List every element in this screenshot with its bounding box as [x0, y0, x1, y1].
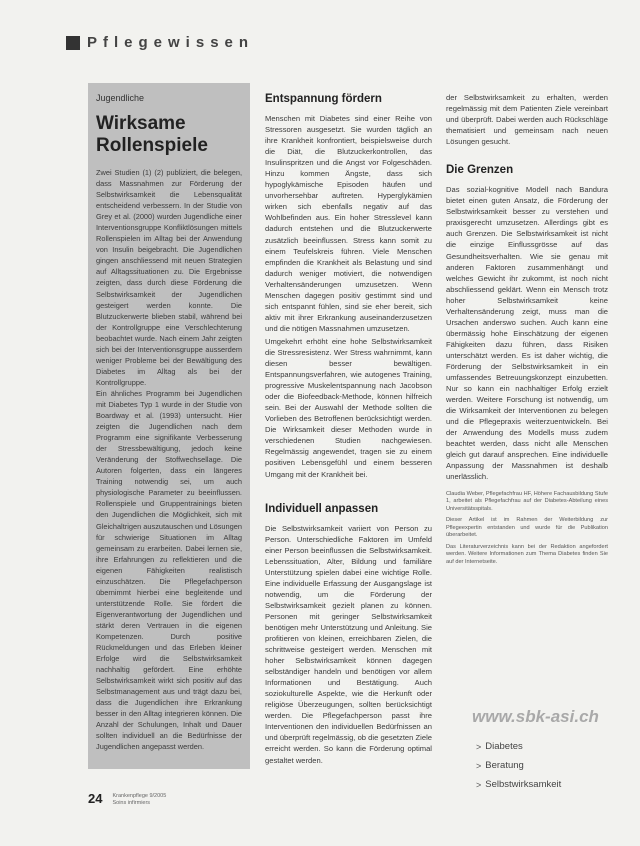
author-note: Das Literaturverzeichnis kann bei der Redaktion angefordert werden. Weitere Informationen zum Thema Diabetes finden Sie auf der Internetseite. — [446, 543, 608, 565]
section-title: Pflegewissen — [87, 34, 255, 51]
page-header — [66, 34, 254, 51]
website-link[interactable]: www.sbk-asi.ch — [472, 707, 599, 726]
body-paragraph: Menschen mit Diabetes sind einer Reihe von Stressoren ausgesetzt. Sie wurden täglich an ihre Krankheit konfrontiert, beispielsweise durch die Diät, die Blutzuckerkontrollen, das Insulinspritzen und die Angst vor Folgeschäden. Hinzu kommen Ängste, dass sich hypoglykämische Episoden häufen und unvorhersehbar auftreten. Hyperglykämien wirken sich ebenfalls negativ auf das Wohlbefinden aus. Ein hoher Stresslevel kann dadurch entstehen und die Blutzuckerwerte zusätzlich beeinflussen. Stress kann somit zu einem Teufelskreis führen. Viele Menschen empfinden die Krankheit als Belastung und sind dadurch weniger motiviert, die notwendigen Verhaltensänderungen umzusetzen. Wenn Menschen dagegen positiv gestimmt sind und sich entspannt fühlen, sind sie eher bereit, sich aktiv mit ihrer Erkrankung auseinanderzusetzen und die nötigen Massnahmen umzusetzen. — [265, 114, 432, 333]
arrow-right-icon: > — [476, 741, 482, 752]
footer-publication: Krankenpflege 9/2005 Soins infirmiers — [112, 793, 167, 806]
topic-link-label: Beratung — [485, 760, 524, 771]
heading-grenzen: Die Grenzen — [446, 164, 514, 177]
heading-entspannung: Entspannung fördern — [265, 93, 382, 105]
sidebar-body — [96, 167, 242, 752]
column-middle — [265, 92, 432, 772]
arrow-right-icon: > — [476, 760, 482, 771]
body-paragraph: Die Selbstwirksamkeit variiert von Person zu Person. Unterschiedliche Faktoren im Umfeld einer Person beeinflussen die Selbstwirksamkeit. Lebenssituation, Alter, Bildung und familiäre Unterstützung spielen dabei eine wichtige Rolle. Eine individuelle Erfassung der Ausgangslage ist notwendig, um die Förderung der Selbstwirksamkeit gezielt planen zu können. Personen mit geringer Selbstwirksamkeit benötigen mehr Unterstützung und Anleitung. Sie profitieren von kleinen, erreichbaren Zielen, die schrittweise gesteigert werden. Menschen mit hoher Selbstwirksamkeit können dagegen selbständiger handeln und benötigen vor allem Informationen und Bestätigung. Auch soziokulturelle Aspekte, wie die Herkunft oder religiöse Überzeugungen, sollten berücksichtigt werden. Die Pflegefachperson passt ihre Interventionen den individuellen Bedürfnissen an und überprüft regelmässig, ob die gesetzten Ziele erreicht werden. So kann die Förderung optimal gestaltet werden. — [265, 523, 432, 765]
body-paragraph: Umgekehrt erhöht eine hohe Selbstwirksamkeit die Stressresistenz. Wer Stress wahrnimmt, kann diesen besser bewältigen. Entspannungsverfahren, wie autogenes Training, progressive Muskelentspannung nach Jacobson oder die Biofeedback-Methode, können hilfreich sein. Bei der Auswahl der Methode sollten die Vorlieben des Betroffenen berücksichtigt werden. Die Wirksamkeit dieser Methoden wurde in verschiedenen Studien nachgewiesen. Regelmässig angewendet, tragen sie zu einem positiven Lebensgefühl und einem besseren Umgang mit der Krankheit bei. — [265, 336, 432, 479]
sidebar-title: Wirksame Rollenspiele — [96, 113, 208, 156]
author-note: Dieser Artikel ist im Rahmen der Weiterbildung zur Pflegeexpertin entstanden und wurde für die Publikation überarbeitet. — [446, 517, 608, 538]
sidebar-category: Jugendliche — [96, 93, 145, 103]
topic-link-label: Diabetes — [485, 741, 523, 752]
sidebar-paragraph: Zwei Studien (1) (2) publiziert, die belegen, dass Massnahmen zur Förderung der Selbstwirksamkeit die Lebensqualität entscheidend verbessern. In der Studie von Grey et al. (2000) wurden Jugendliche einer Interventionsgruppe Konfliktlösungen mittels Rollenspielen im Alltag bei der Anwendung von Insulin beigebracht. Die Jugendlichen gingen anschliessend mit neuen Strategien auf Alltagssituationen zu. Die Ergebnisse zeigten, dass durch diese Förderung die Selbstwirksamkeit der Jugendlichen gesteigert werden konnte. Die Blutzuckerwerte blieben stabil, während bei der Kontrollgruppe eine Verschlechterung beobachtet wurde. Nach einem Jahr zeigten sich bei der Interventionsgruppe ausserdem weniger Probleme bei der Bewältigung des Diabetes im Alltag als bei der Kontrollgruppe. — [96, 168, 242, 387]
topic-link-diabetes[interactable] — [476, 737, 561, 756]
author-notes — [446, 491, 608, 567]
body-paragraph: Das sozial-kognitive Modell nach Bandura bietet einen guten Ansatz, die Förderung der Selbstwirksamkeit besser zu verstehen und praxisgerecht umzusetzen. Allerdings gibt es auch Grenzen. Die Selbstwirksamkeit ist nicht die einzige Einflussgrösse auf das Gesundheitsverhalten. Wie sie genau mit anderen Faktoren zusammenhängt und welches Gewicht ihr zukommt, ist noch nicht abschliessend geklärt. Wenn ein Mensch trotz hoher Selbstwirksamkeit keine Verhaltensänderung zeigt, muss man die Ursachen anderswo suchen. Auch kann eine übermässig hohe Einschätzung der eigenen Fähigkeiten dazu führen, dass Risiken unterschätzt werden. Es ist daher wichtig, die Förderung der Selbstwirksamkeit in ein umfassendes Betreuungskonzept einzubetten. Nur so kann ein nachhaltiger Erfolg erzielt werden. Weitere Forschung ist notwendig, um die Wirksamkeit der Interventionen zu belegen und die Pflegepraxis weiterzuentwickeln. Bei der Anwendung des Modells muss zudem beachtet werden, dass nicht alle Menschen gleich gut darauf ansprechen. Eine individuelle Anpassung der Massnahmen ist deshalb unerlässlich. — [446, 185, 608, 482]
arrow-right-icon: > — [476, 779, 482, 790]
sidebar-box — [88, 83, 250, 769]
section-marker-icon — [66, 36, 80, 50]
heading-individuell: Individuell anpassen — [265, 502, 379, 515]
body-paragraph: der Selbstwirksamkeit zu erhalten, werden regelmässig mit dem Patienten Ziele vereinbart und überprüft. Dabei werden auch Rückschläge thematisiert und gemeinsam nach neuen Lösungen gesucht. — [446, 93, 608, 147]
author-note: Claudia Weber, Pflegefachfrau HF, Höhere Fachausbildung Stufe 1, arbeitet als Pflegefachfrau auf der Diabetes-Abteilung eines Universitätsspitals. — [446, 490, 608, 512]
sidebar-paragraph: Ein ähnliches Programm bei Jugendlichen mit Diabetes Typ 1 wurde in der Studie von Boardway et al. (1993) untersucht. Hier zeigten die Jugendlichen nach dem Programm eine signifikante Verbesserung der Stressbewältigung, jedoch keine Veränderung der Stoffwechsellage. Die Autoren folgerten, dass ein längeres Training notwendig sei, um auch physiologische Parameter zu beeinflussen. Rollenspiele und Gruppentrainings bieten den Jugendlichen die Möglichkeit, sich mit Gleichaltrigen auszutauschen und Lösungen für schwierige Situationen im Alltag gemeinsam zu erarbeiten. Dabei lernen sie, ihre Erfahrungen zu reflektieren und die eigenen Fähigkeiten realistisch einzuschätzen. Die Pflegefachperson übernimmt hierbei eine begleitende und unterstützende Rolle. Sie fördert die Eigenverantwortung der Jugendlichen und stärkt deren Vertrauen in die eigenen Kompetenzen. Durch positive Rückmeldungen und das Erleben kleiner Erfolge wird die Selbstwirksamkeit nachhaltig gefördert. Eine erhöhte Selbstwirksamkeit wirkt sich positiv auf das Selbstmanagement aus und trägt dazu bei, dass die Jugendlichen ihre Erkrankung besser in den Alltag integrieren können. Die Anzahl der Schulungen, Inhalt und Dauer sollten individuell an die Bedürfnisse der Jugendlichen angepasst werden. — [96, 388, 242, 752]
topic-link-beratung[interactable] — [476, 756, 561, 775]
topic-link-label: Selbstwirksamkeit — [485, 779, 562, 790]
column-right — [446, 92, 608, 688]
topic-link-selbstwirksamkeit[interactable] — [476, 775, 561, 794]
page-number: 24 — [88, 791, 103, 806]
topic-links — [476, 737, 561, 794]
page-footer — [88, 791, 166, 807]
